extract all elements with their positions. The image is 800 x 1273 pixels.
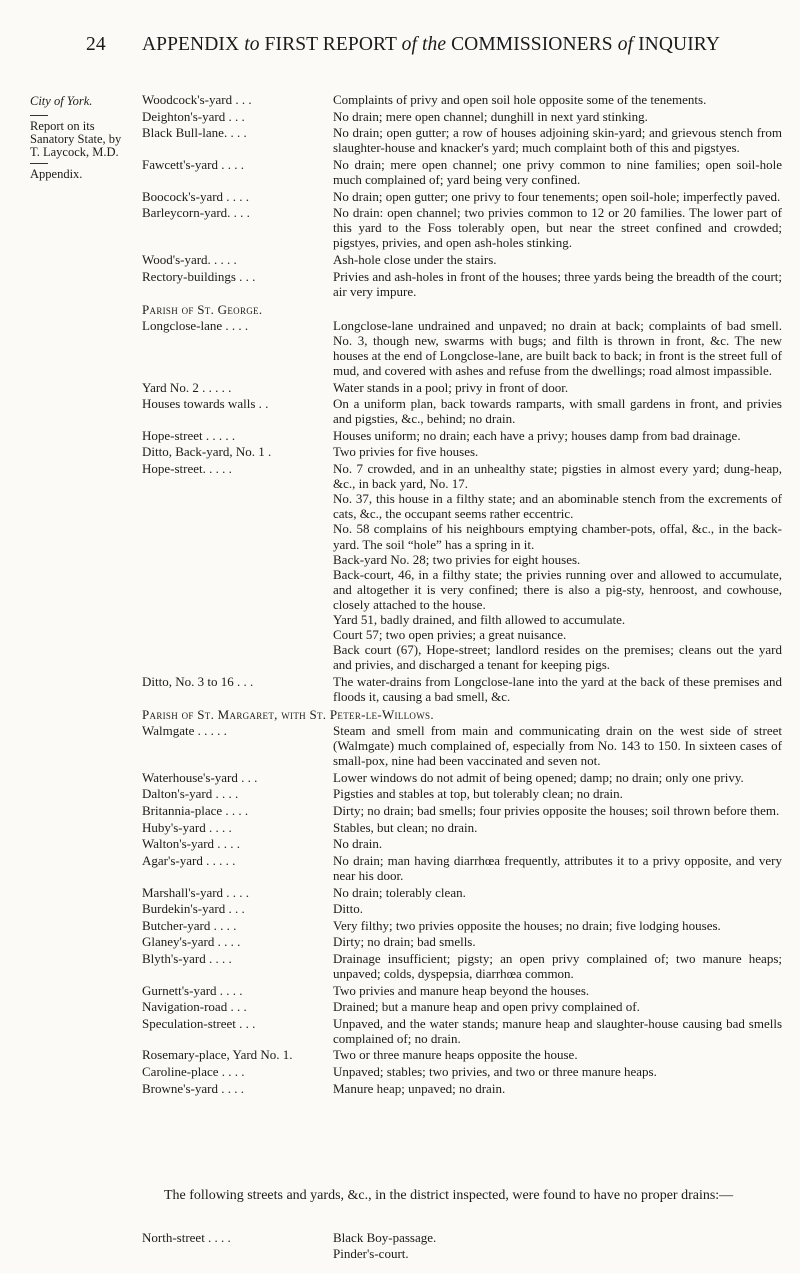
no-drain-list <box>142 1230 782 1261</box>
place-name: Woodcock's-yard . . . <box>142 92 252 107</box>
place-description <box>333 380 782 395</box>
description-paragraph: No drain; open gutter; one privy to four tenements; open soil-hole; imperfectly paved. <box>333 188 781 204</box>
description-paragraph: Longclose-lane undrained and unpaved; no drain at back; complaints of bad smell. No. 3, though new, swarms with bugs; and filth is thrown in front, &c. The new houses at the end of Longclose-lane, are built back to back; in front is the street full of mud, and covered with ashes and refuse from the dwellings; road almost impassible. <box>333 317 782 378</box>
description-paragraph: No drain; tolerably clean. <box>333 884 466 900</box>
place-name: Ditto, Back-yard, No. 1 . <box>142 444 272 460</box>
description-paragraph: Unpaved, and the water stands; manure heap and slaughter-house causing bad smells complained of; no drain. <box>333 1015 782 1046</box>
place-name: Gurnett's-yard . . . . <box>142 982 243 998</box>
description-paragraph: On a uniform plan, back towards ramparts, with small gardens in front, and privies and pigsties, &c., behind; no drain. <box>333 396 782 427</box>
entry-row <box>142 189 782 204</box>
description-paragraph: No. 37, this house in a filthy state; and an abominable stench from the excrements of cats, &c., the occupant seems rather eccentric. <box>333 491 782 522</box>
place-description <box>333 428 782 443</box>
place-name: Deighton's-yard . . . <box>142 108 245 124</box>
description-paragraph: Steam and smell from main and communicating drain on the west side of street (Walmgate) much complained of, especially from No. 143 to 150. In sixteen cases of small-pox, nine had been vaccinated and seven not. <box>333 723 782 769</box>
description-paragraph: Back-court, 46, in a filthy state; the privies running over and allowed to accumulate, and altogether it is very confined; there is also a pig-sty, henroost, and cowhouse, closely attached to the house. <box>333 566 782 612</box>
entry-row <box>142 723 782 768</box>
description-paragraph: Ash-hole close under the stairs. <box>333 251 497 267</box>
entry-row <box>142 983 782 998</box>
place-name: Britannia-place . . . . <box>142 803 249 819</box>
description-paragraph: Dirty; no drain; bad smells. <box>333 934 476 950</box>
place-name: Navigation-road . . . <box>142 999 247 1015</box>
description-paragraph: Complaints of privy and open soil hole opposite some of the tenements. <box>333 92 707 107</box>
description-paragraph: No drain; mere open channel; dunghill in next yard stinking. <box>333 108 648 124</box>
entry-row <box>142 92 782 107</box>
place-description <box>333 1081 782 1096</box>
place-name: Walton's-yard . . . . <box>142 836 241 852</box>
entry-row <box>142 853 782 883</box>
place-description <box>333 252 782 267</box>
place-name: Blyth's-yard . . . . <box>142 950 232 966</box>
place-name: Longclose-lane . . . . <box>142 317 249 333</box>
entry-row <box>142 396 782 426</box>
place-description <box>333 205 782 250</box>
place-name: Caroline-place . . . . <box>142 1064 245 1080</box>
place-description <box>333 836 782 851</box>
entry-row <box>142 885 782 900</box>
place-name: Marshall's-yard . . . . <box>142 884 250 900</box>
place-name: Walmgate . . . . . <box>142 723 227 739</box>
side-appendix: Appendix. <box>30 167 83 181</box>
description-paragraph: Yard 51, badly drained, and filth allowed to accumulate. <box>333 612 626 627</box>
place-name: Hope-street . . . . . <box>142 427 236 443</box>
description-paragraph: Manure heap; unpaved; no drain. <box>333 1080 506 1096</box>
place-description <box>333 269 782 299</box>
closing-paragraph: The following streets and yards, &c., in the district inspected, were found to have no proper drains:— <box>164 1188 734 1203</box>
place-description <box>333 803 782 818</box>
place-description <box>333 820 782 835</box>
place-name: Hope-street. . . . . <box>142 461 232 477</box>
entry-row <box>142 157 782 187</box>
place-description <box>333 951 782 981</box>
description-paragraph: Houses uniform; no drain; each have a privy; houses damp from bad drainage. <box>333 427 741 443</box>
place-name: Yard No. 2 . . . . . <box>142 379 232 395</box>
entry-row <box>142 934 782 949</box>
description-paragraph: Privies and ash-holes in front of the houses; three yards being the breadth of the court; air very impure. <box>333 268 782 299</box>
description-paragraph: Lower windows do not admit of being opened; damp; no drain; only one privy. <box>333 769 744 785</box>
place-name: Rosemary-place, Yard No. 1. <box>142 1047 293 1063</box>
description-paragraph: Two privies and manure heap beyond the houses. <box>333 982 590 998</box>
place-name: Barleycorn-yard. . . . <box>142 205 250 221</box>
description-paragraph: Court 57; two open privies; a great nuisance. <box>333 627 567 643</box>
place-name: North-street . . . . <box>142 1230 231 1245</box>
entry-row <box>142 461 782 672</box>
description-paragraph: No drain; man having diarrhœa frequently, attributes it to a privy opposite, and very near his door. <box>333 852 782 883</box>
place-description <box>333 125 782 155</box>
entry-row <box>142 770 782 785</box>
place-name: Speculation-street . . . <box>142 1015 256 1031</box>
description-paragraph: Back court (67), Hope-street; landlord resides on the premises; cleans out the yard and privies, and discharged a tenant for keeping pigs. <box>333 642 782 673</box>
entry-row <box>142 901 782 916</box>
entry-row <box>142 803 782 818</box>
place-description <box>333 999 782 1014</box>
entry-row <box>142 380 782 395</box>
place-name: Agar's-yard . . . . . <box>142 852 236 868</box>
place-name: Glaney's-yard . . . . <box>142 934 241 950</box>
place-description <box>333 109 782 124</box>
parish-heading: Parish of St. George. <box>142 301 263 317</box>
no-drain-items: Black Boy-passage. Pinder's-court. <box>333 1230 437 1261</box>
description-paragraph: Back-yard No. 28; two privies for eight houses. <box>333 551 581 567</box>
header-title: APPENDIX to FIRST REPORT of the COMMISSIONERS of INQUIRY <box>141 34 721 55</box>
place-description <box>333 770 782 785</box>
entry-row <box>142 999 782 1014</box>
place-name: Rectory-buildings . . . <box>142 268 256 284</box>
entry-row <box>142 1016 782 1046</box>
place-name: Wood's-yard. . . . . <box>142 251 237 267</box>
place-description <box>333 901 782 916</box>
place-description <box>333 1047 782 1062</box>
description-paragraph: Stables, but clean; no drain. <box>333 819 478 835</box>
side-report-note: Report on its Sanatory State, by T. Laycock, M.D. <box>30 119 122 159</box>
place-name: Houses towards walls . . <box>142 396 269 412</box>
place-description <box>333 885 782 900</box>
side-divider-2 <box>30 163 48 164</box>
place-name: Butcher-yard . . . . <box>142 917 237 933</box>
entry-row <box>142 269 782 299</box>
description-paragraph: Two or three manure heaps opposite the house. <box>333 1047 578 1063</box>
description-paragraph: The water-drains from Longclose-lane into the yard at the back of these premises and floods it, causing a bad smell, &c. <box>333 673 782 704</box>
place-name: Black Bull-lane. . . . <box>142 125 247 141</box>
entry-row <box>142 951 782 981</box>
running-header <box>86 34 776 56</box>
place-name: Burdekin's-yard . . . <box>142 901 245 917</box>
place-name: Ditto, No. 3 to 16 . . . <box>142 673 254 689</box>
description-paragraph: No. 58 complains of his neighbours emptying chamber-pots, offal, &c., in the back-yard. The soil “hole” has a spring in it. <box>333 521 782 552</box>
place-description <box>333 157 782 187</box>
description-paragraph: No drain; open gutter; a row of houses adjoining skin-yard; and grievous stench from slaughter-house and knacker's yard; much complaint both of this and pigstyes. <box>333 125 782 156</box>
main-content <box>142 92 782 1096</box>
description-paragraph: Dirty; no drain; bad smells; four privies opposite the houses; soil thrown before them. <box>333 803 780 819</box>
description-paragraph: Ditto. <box>333 901 363 917</box>
entry-row <box>142 1064 782 1079</box>
place-name: Waterhouse's-yard . . . <box>142 769 258 785</box>
description-paragraph: No drain. <box>333 836 383 852</box>
place-description <box>333 674 782 704</box>
place-description <box>333 1064 782 1079</box>
entry-row <box>142 205 782 250</box>
entry-row <box>142 918 782 933</box>
entry-row <box>142 252 782 267</box>
place-description <box>333 318 782 378</box>
place-name: Dalton's-yard . . . . <box>142 786 239 802</box>
place-name: Browne's-yard . . . . <box>142 1080 244 1096</box>
side-city: City of York. <box>30 94 93 108</box>
place-name: Fawcett's-yard . . . . <box>142 156 244 172</box>
place-description <box>333 934 782 949</box>
place-description <box>333 461 782 672</box>
description-paragraph: No drain; mere open channel; one privy common to nine families; open soil-hole much complained of; yard being very confined. <box>333 156 782 187</box>
entry-row <box>142 674 782 704</box>
place-name: Huby's-yard . . . . <box>142 819 232 835</box>
place-name: Boocock's-yard . . . . <box>142 188 250 204</box>
description-paragraph: No. 7 crowded, and in an unhealthy state; pigsties in almost every yard; dung-heap, &c., in back yard, No. 17. <box>333 461 782 492</box>
description-paragraph: Water stands in a pool; privy in front of door. <box>333 379 569 395</box>
description-paragraph: Drained; but a manure heap and open privy complained of. <box>333 999 640 1015</box>
place-description <box>333 723 782 768</box>
description-paragraph: No drain: open channel; two privies common to 12 or 20 families. The lower part of this yard to the Foss tolerably open, but near the street confined and crowded; pigstyes, privies, and open ash-holes stinking. <box>333 205 782 251</box>
page-number: 24 <box>86 34 106 55</box>
entry-row <box>142 786 782 801</box>
parish-heading: Parish of St. Margaret, with St. Peter-le-Willows. <box>142 707 434 723</box>
place-description <box>333 189 782 204</box>
place-description <box>333 983 782 998</box>
place-description <box>333 786 782 801</box>
description-paragraph: Unpaved; stables; two privies, and two or three manure heaps. <box>333 1064 657 1080</box>
description-paragraph: Very filthy; two privies opposite the houses; no drain; five lodging houses. <box>333 917 721 933</box>
entry-row <box>142 109 782 124</box>
entry-row <box>142 1081 782 1096</box>
place-description <box>333 396 782 426</box>
description-paragraph: Two privies for five houses. <box>333 444 479 460</box>
place-description <box>333 853 782 883</box>
entry-row <box>142 428 782 443</box>
place-description <box>333 444 782 459</box>
entry-row <box>142 1047 782 1062</box>
place-description <box>333 918 782 933</box>
entry-row <box>142 836 782 851</box>
entry-row <box>142 444 782 459</box>
entry-row <box>142 820 782 835</box>
entry-row <box>142 125 782 155</box>
description-paragraph: Pigsties and stables at top, but tolerably clean; no drain. <box>333 786 623 802</box>
description-paragraph: Drainage insufficient; pigsty; an open privy complained of; two manure heaps; unpaved; colds, dyspepsia, diarrhœa common. <box>333 950 782 981</box>
place-description <box>333 92 782 107</box>
place-description <box>333 1016 782 1046</box>
entry-row <box>142 318 782 378</box>
side-divider <box>30 115 48 116</box>
